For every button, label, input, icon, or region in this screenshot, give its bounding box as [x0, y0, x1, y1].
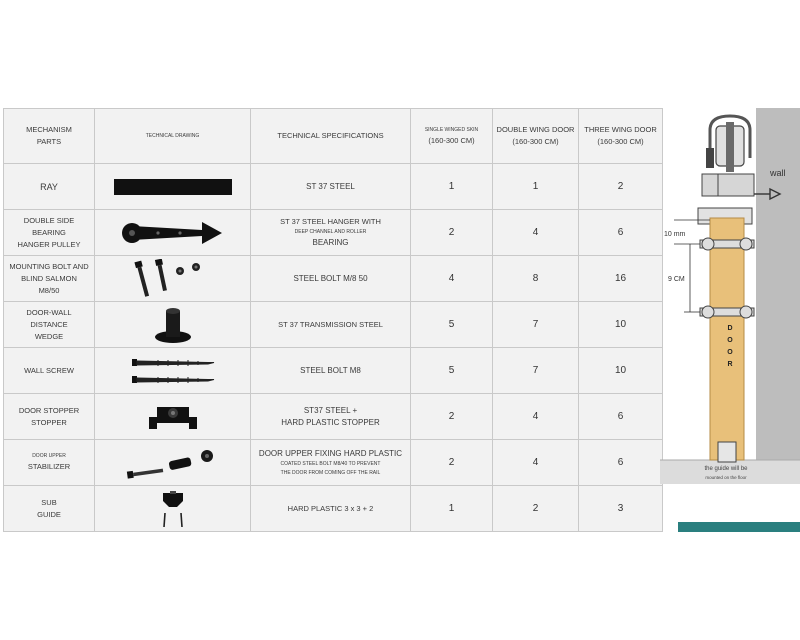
part-name-line: WEDGE [34, 331, 64, 341]
floor-guide-icon [148, 489, 198, 529]
part-name-line: HANGER PULLEY [17, 239, 81, 249]
part-name [4, 210, 95, 256]
drawing-cell [95, 440, 251, 486]
qty-three: 6 [579, 394, 663, 440]
spec-line: ST 37 TRANSMISSION STEEL [278, 319, 383, 329]
spec-line: HARD PLASTIC 3 x 3 + 2 [287, 503, 374, 513]
qty-single: 5 [411, 302, 493, 348]
part-name-line: DOOR STOPPER [18, 405, 80, 415]
qty-double: 4 [493, 210, 579, 256]
door-letter: O [727, 337, 733, 344]
qty-single: 4 [411, 256, 493, 302]
floor-panel [660, 460, 800, 484]
spec-line: ST 37 STEEL HANGER WITH [280, 217, 381, 226]
spec-cell [251, 210, 411, 256]
part-name-line: STABILIZER [27, 462, 71, 471]
header-specs: TECHNICAL SPECIFICATIONS [251, 109, 411, 164]
header-single-range: (160-300 CM) [428, 135, 475, 145]
qty-three: 3 [579, 486, 663, 532]
part-name-line: GUIDE [37, 509, 61, 519]
qty-single: 2 [411, 440, 493, 486]
spec-cell [251, 302, 411, 348]
qty-double: 7 [493, 348, 579, 394]
spec-cell [251, 394, 411, 440]
drawing-cell [95, 164, 251, 210]
door-letter: O [727, 349, 733, 356]
spec-line: THE DOOR FROM COMING OFF THE RAIL [280, 469, 381, 476]
header-three-range: (160-300 CM) [597, 137, 644, 146]
table-row [4, 256, 663, 302]
spec-line: ST 37 STEEL [306, 181, 355, 191]
qty-single: 2 [411, 210, 493, 256]
spec-line: HARD PLASTIC STOPPER [281, 417, 380, 427]
qty-single: 2 [411, 394, 493, 440]
dimension-top: 10 mm [664, 231, 686, 238]
drawing-cell [95, 394, 251, 440]
spacer-wedge-icon [143, 305, 203, 345]
part-name-line: DOOR-WALL DISTANCE [26, 307, 72, 329]
table-row [4, 440, 663, 486]
rail-clamp [702, 174, 754, 196]
qty-double: 4 [493, 394, 579, 440]
header-parts-label: PARTS [36, 137, 62, 146]
accent-bar [678, 522, 800, 532]
part-name-line: RAY [40, 181, 58, 192]
header-single [411, 109, 493, 164]
wall-screw-icon [128, 353, 218, 389]
part-name-line: BEARING [32, 227, 66, 237]
part-name [4, 348, 95, 394]
header-double-range: (160-300 CM) [512, 137, 559, 146]
part-name-line: WALL SCREW [24, 365, 74, 375]
spec-cell [251, 486, 411, 532]
qty-three: 2 [579, 164, 663, 210]
qty-double: 1 [493, 164, 579, 210]
guide-note-line: mounted on the floor [705, 475, 747, 480]
qty-double: 2 [493, 486, 579, 532]
spec-cell [251, 256, 411, 302]
qty-double: 7 [493, 302, 579, 348]
drawing-cell [95, 210, 251, 256]
qty-three: 10 [579, 348, 663, 394]
drawing-cell [95, 302, 251, 348]
header-double [493, 109, 579, 164]
part-name [4, 440, 95, 486]
header-three [579, 109, 663, 164]
table-row [4, 302, 663, 348]
door-stopper-icon [143, 399, 203, 435]
spec-cell [251, 440, 411, 486]
hanger-wheel-icon [706, 116, 750, 172]
spec-line: STEEL BOLT M8 [300, 365, 361, 375]
floor-guide [718, 442, 736, 462]
header-drawing: TECHNICAL DRAWING [95, 109, 251, 164]
dimension-mid: 9 CM [668, 276, 685, 283]
guide-note-line: the guide will be [704, 466, 748, 472]
spec-cell [251, 164, 411, 210]
table-row [4, 486, 663, 532]
door-letter: R [727, 361, 733, 368]
spec-line: BEARING [312, 238, 349, 247]
drawing-cell [95, 486, 251, 532]
spec-line: DOOR UPPER FIXING HARD PLASTIC [258, 448, 403, 458]
part-name-line: MOUNTING BOLT AND [9, 261, 89, 271]
qty-double: 4 [493, 440, 579, 486]
wall-panel [756, 108, 800, 460]
header-single-label: SINGLE WINGED SKIN [424, 126, 479, 133]
qty-three: 6 [579, 210, 663, 256]
header-double-label: DOUBLE WING DOOR [496, 125, 575, 134]
rail-bar-icon [113, 177, 233, 197]
part-name-line: DOOR UPPER [32, 453, 66, 459]
table-row [4, 348, 663, 394]
part-name-line: SUB [41, 497, 57, 507]
part-name-line: DOUBLE SIDE [23, 215, 75, 225]
table-header-row [4, 109, 663, 164]
table-row [4, 164, 663, 210]
spec-cell [251, 348, 411, 394]
header-three-label: THREE WING DOOR [584, 125, 657, 134]
drawing-cell [95, 348, 251, 394]
spec-line: COATED STEEL BOLT M8/40 TO PREVENT [280, 460, 381, 467]
qty-three: 10 [579, 302, 663, 348]
part-name [4, 486, 95, 532]
hanger-strap-icon [118, 216, 228, 250]
door-letter: D [727, 325, 733, 332]
table-row [4, 210, 663, 256]
wall-label: wall [770, 168, 786, 178]
part-name-line: BLIND SALMON [21, 273, 77, 283]
qty-three: 16 [579, 256, 663, 302]
part-name [4, 164, 95, 210]
qty-single: 1 [411, 164, 493, 210]
stabilizer-icon [123, 445, 223, 481]
part-name-line: M8/50 [38, 285, 60, 295]
spec-line: DEEP CHANNEL AND ROLLER [294, 229, 367, 235]
installation-diagram [660, 108, 800, 532]
table-row [4, 394, 663, 440]
qty-double: 8 [493, 256, 579, 302]
part-name [4, 394, 95, 440]
part-name [4, 302, 95, 348]
qty-single: 1 [411, 486, 493, 532]
qty-single: 5 [411, 348, 493, 394]
header-mechanism-label: MECHANISM [26, 125, 72, 134]
drawing-cell [95, 256, 251, 302]
spec-line: ST37 STEEL + [303, 405, 358, 415]
qty-three: 6 [579, 440, 663, 486]
spec-line: STEEL BOLT M/8 50 [293, 273, 368, 283]
part-name-line: STOPPER [31, 417, 67, 427]
mounting-bolt-icon [128, 259, 218, 299]
spec-table [3, 108, 663, 532]
header-mechanism [4, 109, 95, 164]
part-name [4, 256, 95, 302]
